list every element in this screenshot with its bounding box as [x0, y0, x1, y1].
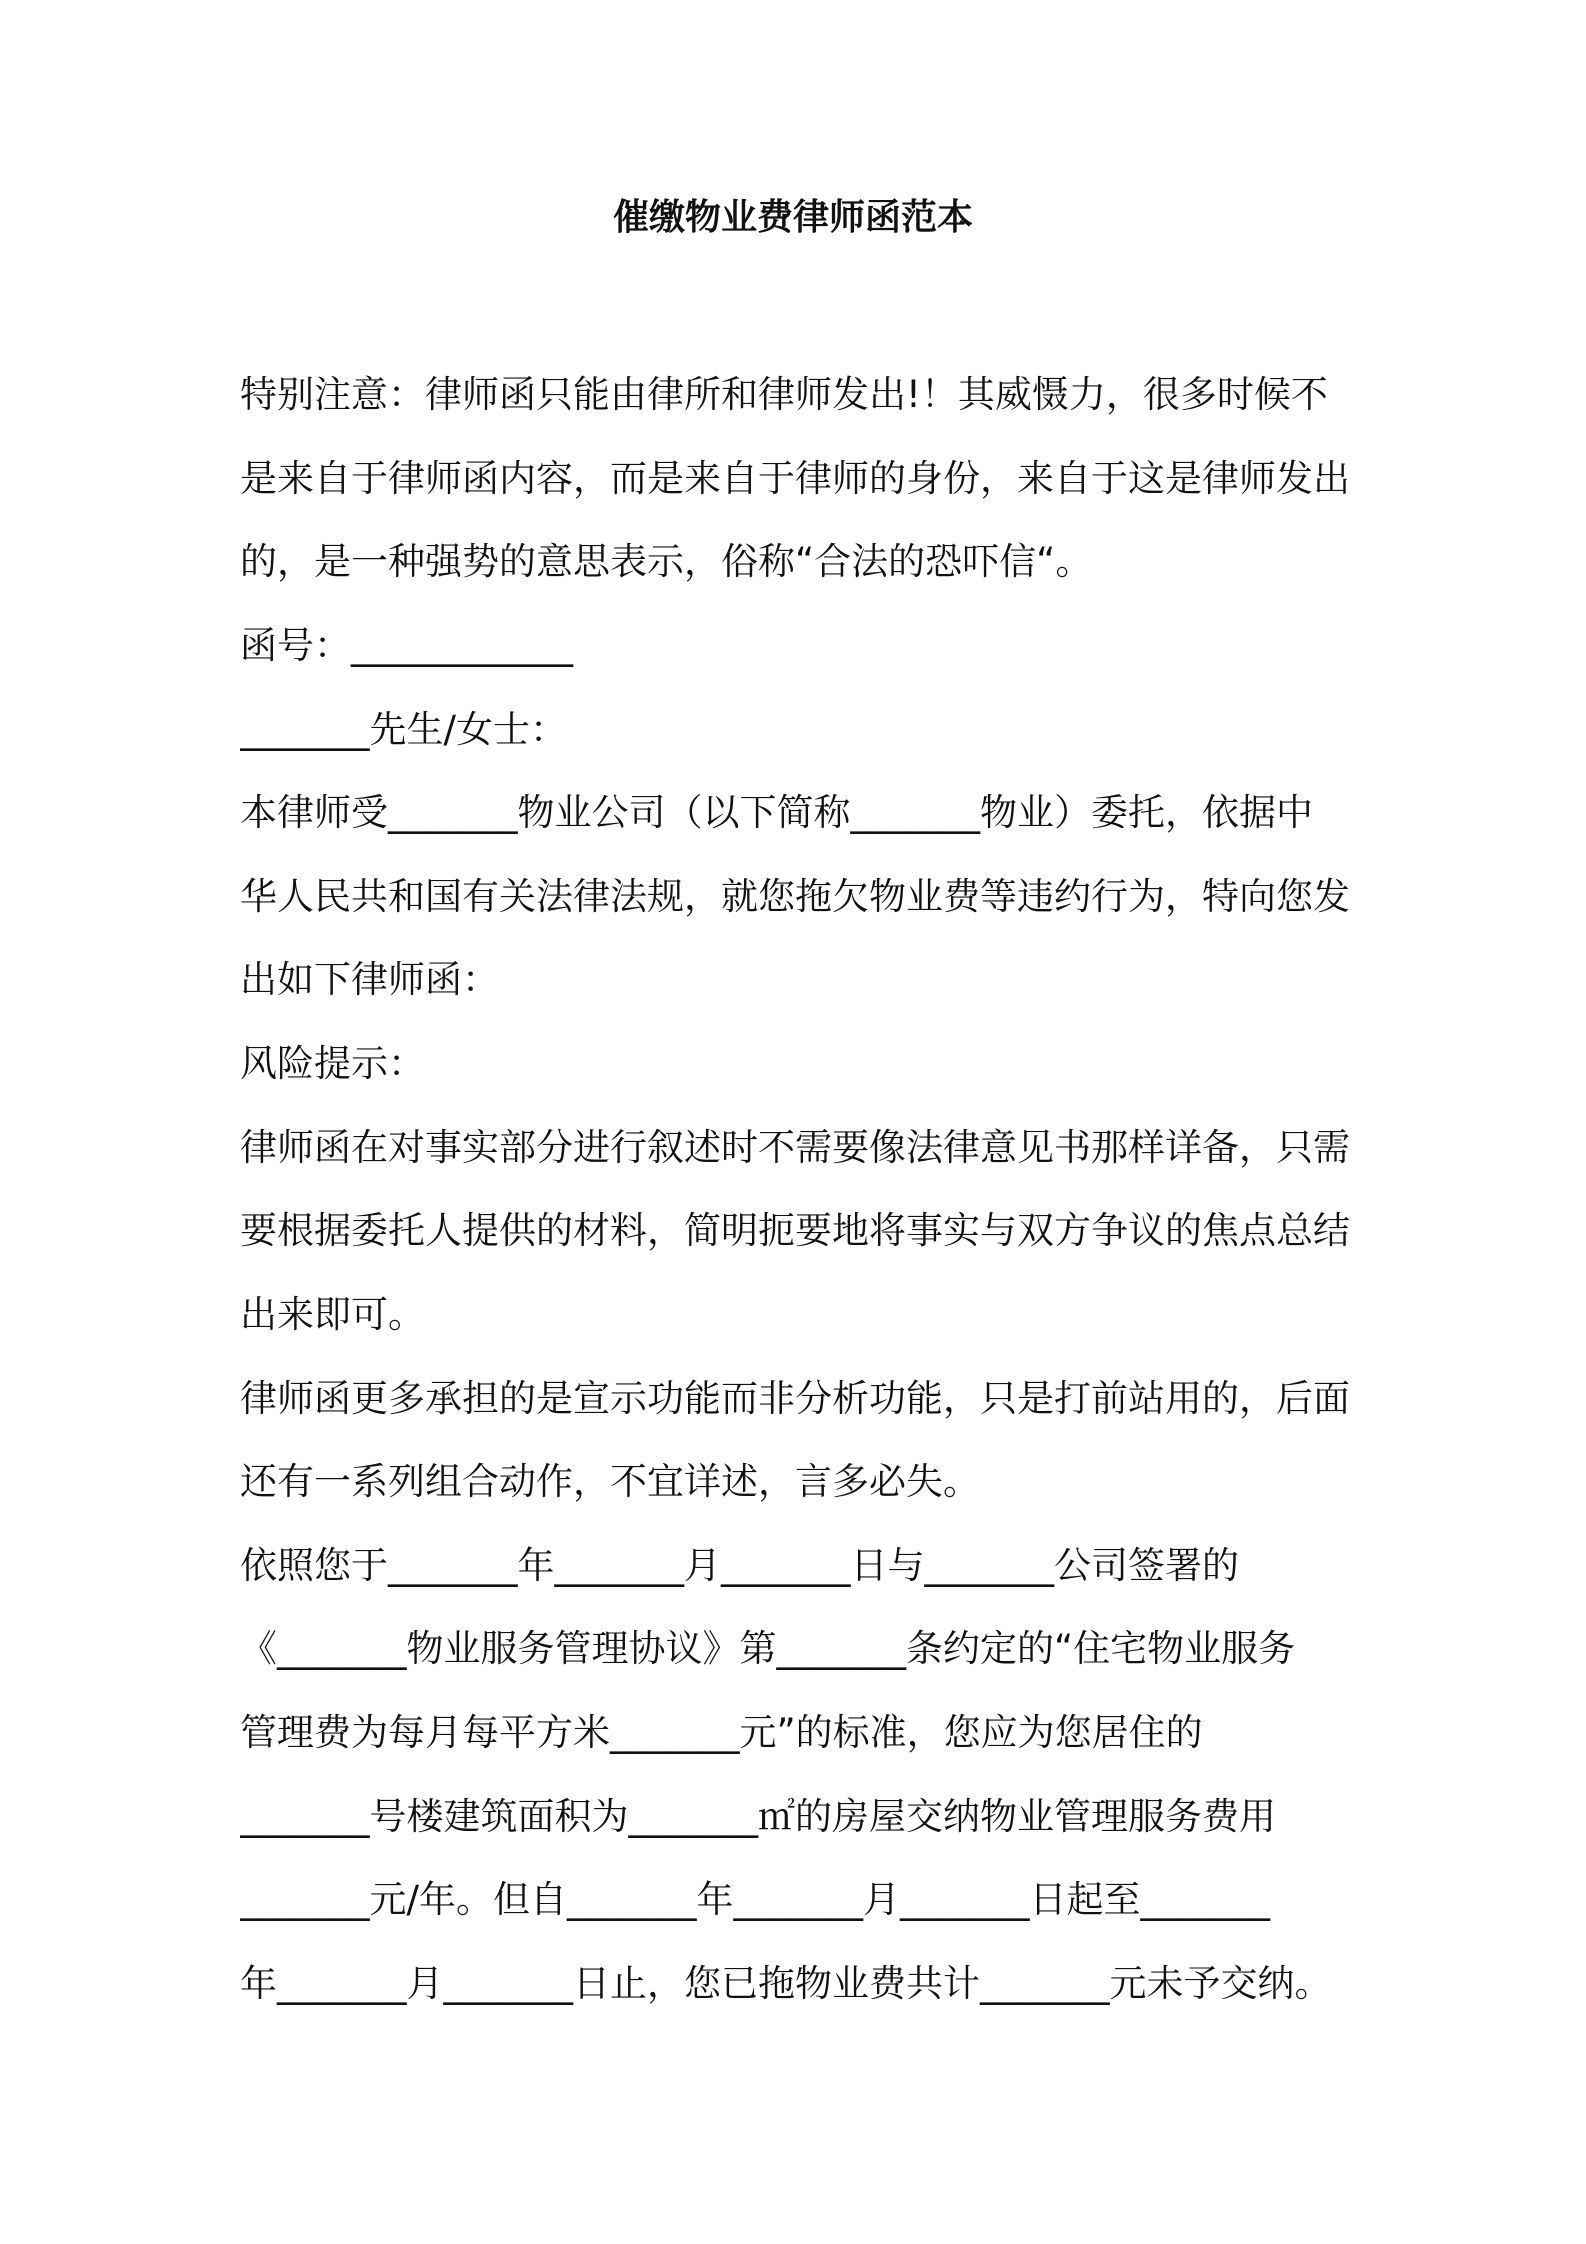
risk-line-3: 出来即可。 [240, 1293, 425, 1336]
agreement-line-1: 依照您于_______年_______月_______日与_______公司签署的 [240, 1544, 1239, 1587]
notice-line-1: 特别注意：律师函只能由律所和律师发出!！其威慑力，很多时候不 [240, 373, 1328, 416]
risk-line-5: 还有一系列组合动作，不宜详述，言多必失。 [240, 1460, 980, 1503]
risk-line-2: 要根据委托人提供的材料，简明扼要地将事实与双方争议的焦点总结 [240, 1209, 1350, 1252]
intro-line-2: 华人民共和国有关法律法规，就您拖欠物业费等违约行为，特向您发 [240, 875, 1350, 918]
letter-number-line: 函号：____________ [240, 624, 573, 667]
intro-line-1: 本律师受_______物业公司（以下简称_______物业）委托，依据中 [240, 791, 1313, 834]
intro-line-3: 出如下律师函： [240, 958, 499, 1001]
agreement-line-3: 管理费为每月每平方米_______元”的标准，您应为您居住的 [240, 1711, 1203, 1754]
document-title: 催缴物业费律师函范本 [612, 197, 973, 238]
notice-line-3: 的，是一种强势的意思表示，俗称“合法的恐吓信“。 [240, 540, 1093, 583]
salutation-line: _______先生/女士： [240, 708, 567, 751]
agreement-line-2: 《_______物业服务管理协议》第_______条约定的“住宅物业服务 [240, 1627, 1296, 1670]
agreement-line-4: _______号楼建筑面积为_______㎡的房屋交纳物业管理服务费用 [240, 1795, 1276, 1838]
agreement-line-5: _______元/年。但自_______年_______月_______日起至_______ [240, 1878, 1270, 1921]
risk-heading: 风险提示： [240, 1042, 425, 1085]
risk-line-1: 律师函在对事实部分进行叙述时不需要像法律意见书那样详备，只需 [240, 1126, 1350, 1169]
notice-line-2: 是来自于律师函内容，而是来自于律师的身份，来自于这是律师发出 [240, 457, 1350, 500]
risk-line-4: 律师函更多承担的是宣示功能而非分析功能，只是打前站用的，后面 [240, 1377, 1350, 1420]
agreement-line-6: 年_______月_______日止，您已拖物业费共计_______元未予交纳。 [240, 1962, 1332, 2005]
